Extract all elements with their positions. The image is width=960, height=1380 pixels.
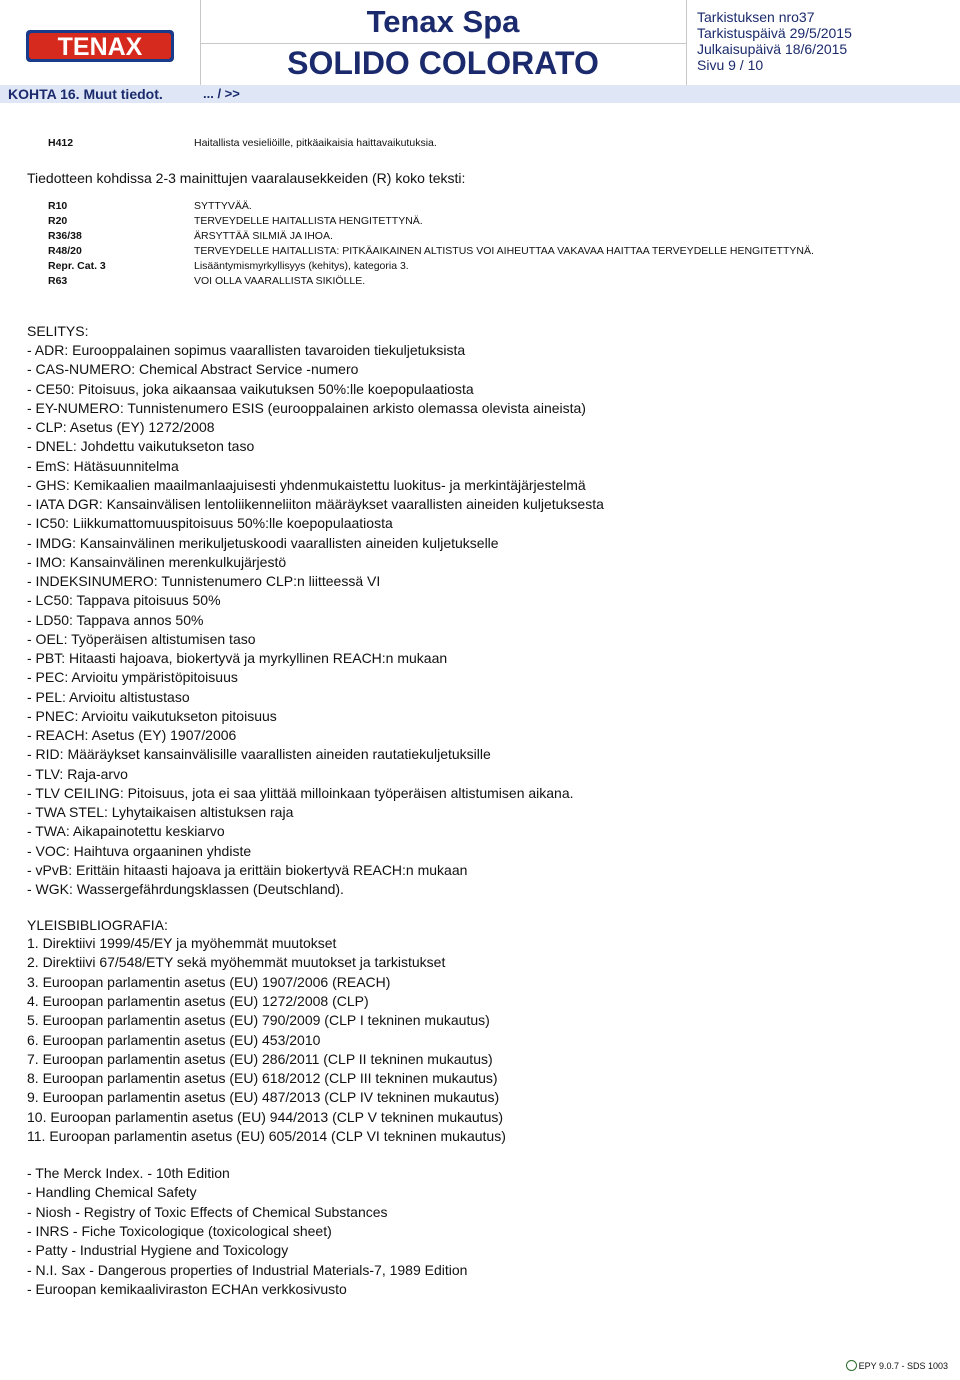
epy-logo-icon	[846, 1360, 857, 1371]
bibliography-extra-item: - Handling Chemical Safety	[27, 1184, 197, 1201]
legend-item: - EY-NUMERO: Tunnistenumero ESIS (eurooppalainen arkisto olemassa olevista aineista)	[27, 399, 586, 416]
tenax-logo	[26, 28, 174, 64]
logo-cell	[0, 0, 201, 85]
legend-item: - PEC: Arvioitu ympäristöpitoisuus	[27, 669, 238, 686]
section-title: KOHTA 16. Muut tiedot.	[8, 86, 163, 102]
h-code: H412	[48, 137, 74, 149]
footer-text: EPY 9.0.7 - SDS 1003	[858, 1360, 948, 1371]
legend-item: - WGK: Wassergefährdungsklassen (Deutschland).	[27, 881, 344, 897]
legend-item: - INDEKSINUMERO: Tunnistenumero CLP:n liitteessä VI	[27, 573, 381, 589]
legend-item: - PNEC: Arvioitu vaikutukseton pitoisuus	[27, 707, 277, 724]
bibliography-item: 9. Euroopan parlamentin asetus (EU) 487/2013 (CLP IV tekninen mukautus)	[27, 1089, 500, 1106]
bibliography-item: 1. Direktiivi 1999/45/EY ja myöhemmät muutokset	[27, 935, 337, 951]
legend-item: - LC50: Tappava pitoisuus 50%	[27, 592, 221, 609]
legend-item: - CLP: Asetus (EY) 1272/2008	[27, 419, 215, 435]
legend-item: - IC50: Liikkumattomuuspitoisuus 50%:lle koepopulaatiosta	[27, 515, 393, 532]
legend-item: - LD50: Tappava annos 50%	[27, 611, 204, 628]
r-text: VOI OLLA VAARALLISTA SIKIÖLLE.	[194, 275, 366, 287]
revision-date: Tarkistuspäivä 29/5/2015	[697, 25, 852, 41]
h-text: Haitallista vesieliöille, pitkäaikaisia haittavaikutuksia.	[194, 137, 437, 149]
legend-item: - IMDG: Kansainvälinen merikuljetuskoodi vaarallisten aineiden kuljetukselle	[27, 534, 499, 551]
bibliography-extra-item: - Patty - Industrial Hygiene and Toxicology	[27, 1242, 289, 1259]
legend-item: - CAS-NUMERO: Chemical Abstract Service -numero	[27, 361, 359, 378]
r-code: R36/38	[48, 230, 82, 242]
legend-item: - PBT: Hitaasti hajoava, biokertyvä ja myrkyllinen REACH:n mukaan	[27, 650, 448, 666]
bibliography-item: 4. Euroopan parlamentin asetus (EU) 1272/2008 (CLP)	[27, 992, 369, 1009]
r-code: Repr. Cat. 3	[48, 260, 106, 272]
legend-item: - CE50: Pitoisuus, joka aikaansaa vaikutuksen 50%:lle koepopulaatiosta	[27, 380, 474, 397]
r-code: R48/20	[48, 245, 82, 257]
r-code: R63	[48, 275, 68, 287]
r-text: ÄRSYTTÄÄ SILMIÄ JA IHOA.	[194, 230, 333, 242]
document-header	[0, 0, 960, 110]
bibliography-item: 11. Euroopan parlamentin asetus (EU) 605/2014 (CLP VI tekninen mukautus)	[27, 1128, 506, 1144]
bibliography-item: 5. Euroopan parlamentin asetus (EU) 790/2009 (CLP I tekninen mukautus)	[27, 1012, 490, 1029]
r-text: TERVEYDELLE HAITALLISTA HENGITETTYNÄ.	[194, 215, 423, 227]
legend-item: - GHS: Kemikaalien maailmanlaajuisesti yhdenmukaistettu luokitus- ja merkintäjärjestelmä	[27, 476, 586, 493]
legend-item: - TLV CEILING: Pitoisuus, jota ei saa ylittää milloinkaan työperäisen altistumisen aikana.	[27, 784, 574, 801]
legend-item: - IMO: Kansainvälinen merenkulkujärjestö	[27, 553, 287, 570]
publish-date: Julkaisupäivä 18/6/2015	[697, 41, 848, 57]
legend-item: - ADR: Eurooppalainen sopimus vaarallisten tavaroiden tiekuljetuksista	[27, 342, 466, 358]
r-code: R10	[48, 200, 68, 212]
r-text: TERVEYDELLE HAITALLISTA: PITKÄAIKAINEN ALTISTUS VOI AIHEUTTAA VAKAVAA HAITTAA TERVEYDELLE HENGITETTYNÄ.	[194, 245, 814, 257]
logo-text: TENAX	[57, 33, 143, 61]
bibliography-extra-item: - Niosh - Registry of Toxic Effects of Chemical Substances	[27, 1203, 388, 1220]
section-continuation: ... / >>	[203, 86, 240, 101]
legend-item: - REACH: Asetus (EY) 1907/2006	[27, 727, 237, 743]
bibliography-extra-item: - N.I. Sax - Dangerous properties of Industrial Materials-7, 1989 Edition	[27, 1261, 468, 1278]
legend-item: - TWA STEL: Lyhytaikaisen altistuksen raja	[27, 804, 294, 820]
section-bar	[0, 85, 960, 103]
bibliography-item: 2. Direktiivi 67/548/ETY sekä myöhemmät muutokset ja tarkistukset	[27, 954, 446, 971]
page-number: Sivu 9 / 10	[697, 57, 764, 73]
bibliography-item: 6. Euroopan parlamentin asetus (EU) 453/2010	[27, 1031, 321, 1048]
product-name: SOLIDO COLORATO	[287, 45, 599, 81]
revision-number: Tarkistuksen nro37	[697, 9, 815, 25]
legend-item: - vPvB: Erittäin hitaasti hajoava ja erittäin biokertyvä REACH:n mukaan	[27, 861, 468, 878]
legend-item: - TWA: Aikapainotettu keskiarvo	[27, 823, 225, 840]
legend-item: - EmS: Hätäsuunnitelma	[27, 457, 179, 474]
bibliography-item: 7. Euroopan parlamentin asetus (EU) 286/2011 (CLP II tekninen mukautus)	[27, 1050, 493, 1067]
bibliography-item: 8. Euroopan parlamentin asetus (EU) 618/2012 (CLP III tekninen mukautus)	[27, 1070, 498, 1087]
r-code: R20	[48, 215, 68, 227]
bibliography-item: 3. Euroopan parlamentin asetus (EU) 1907/2006 (REACH)	[27, 973, 391, 990]
legend-title: SELITYS:	[27, 323, 89, 339]
company-name: Tenax Spa	[200, 0, 686, 44]
legend-item: - IATA DGR: Kansainvälisen lentoliikenneliiton määräykset vaarallisten aineiden kuljetuksesta	[27, 496, 604, 512]
legend-item: - VOC: Haihtuva orgaaninen yhdiste	[27, 842, 252, 859]
bibliography-extra-item: - Euroopan kemikaaliviraston ECHAn verkkosivusto	[27, 1280, 347, 1297]
footer	[846, 1360, 948, 1371]
document-meta	[686, 0, 960, 85]
r-text: SYTTYVÄÄ.	[194, 200, 252, 212]
legend-item: - TLV: Raja-arvo	[27, 765, 128, 782]
bibliography-title: YLEISBIBLIOGRAFIA:	[27, 917, 168, 933]
r-text: Lisääntymismyrkyllisyys (kehitys), kategoria 3.	[194, 260, 409, 272]
legend-item: - PEL: Arvioitu altistustaso	[27, 688, 190, 705]
legend-item: - DNEL: Johdettu vaikutukseton taso	[27, 438, 255, 455]
bibliography-extra-item: - INRS - Fiche Toxicologique (toxicological sheet)	[27, 1222, 332, 1239]
legend-item: - OEL: Työperäisen altistumisen taso	[27, 630, 256, 647]
bibliography-item: 10. Euroopan parlamentin asetus (EU) 944/2013 (CLP V tekninen mukautus)	[27, 1108, 504, 1125]
bibliography-extra-item: - The Merck Index. - 10th Edition	[27, 1165, 230, 1181]
legend-item: - RID: Määräykset kansainvälisille vaarallisten aineiden rautatiekuljetuksille	[27, 746, 491, 763]
r-phrases-intro: Tiedotteen kohdissa 2-3 mainittujen vaaralausekkeiden (R) koko teksti:	[27, 170, 466, 186]
